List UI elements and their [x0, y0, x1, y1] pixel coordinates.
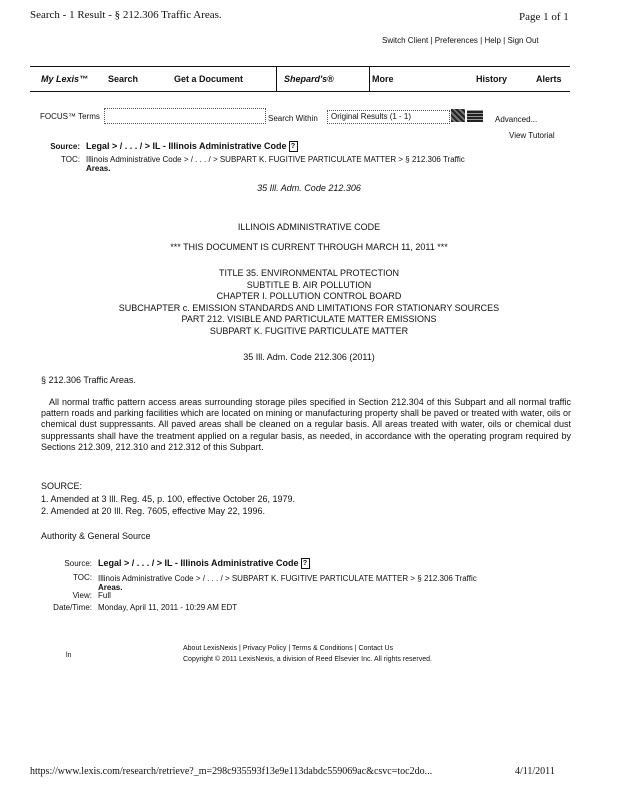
search-within-label: Search Within [268, 114, 318, 123]
view-value: Full [98, 591, 111, 600]
citation-top: 35 Ill. Adm. Code 212.306 [257, 183, 361, 193]
help-link[interactable]: Help [484, 36, 501, 45]
source-help-icon[interactable]: ? [289, 141, 298, 152]
nav-history[interactable]: History [476, 74, 508, 84]
separator: | [503, 36, 506, 45]
privacy-policy-link[interactable]: Privacy Policy [242, 645, 287, 652]
nav-my-lexis[interactable]: My Lexis™ [41, 74, 89, 84]
source-heading: SOURCE: [41, 481, 83, 491]
about-lexisnexis-link[interactable]: About LexisNexis [183, 645, 238, 652]
go-button-icon[interactable] [451, 109, 465, 122]
citation-year: 35 Ill. Adm. Code 212.306 (2011) [243, 352, 375, 362]
source-item: 1. Amended at 3 Ill. Reg. 45, p. 100, effective October 26, 1979. [41, 494, 295, 504]
nav-bottom-border [30, 91, 570, 92]
preferences-link[interactable]: Preferences [434, 36, 478, 45]
hierarchy-line: SUBCHAPTER c. EMISSION STANDARDS AND LIMITATIONS FOR STATIONARY SOURCES [118, 302, 500, 313]
source-item: 2. Amended at 20 Ill. Reg. 7605, effective May 22, 1996. [41, 506, 265, 516]
hierarchy-line: TITLE 35. ENVIRONMENTAL PROTECTION [218, 268, 400, 278]
toc-breadcrumb-continued: Areas. [86, 164, 111, 173]
source-breadcrumb-text: Legal > / . . . / > IL - Illinois Administrative Code [86, 141, 287, 151]
bottom-toc-breadcrumb-continued: Areas. [98, 583, 123, 592]
nav-shepards[interactable]: Shepard's® [284, 74, 334, 84]
view-label: View: [72, 591, 92, 600]
nav-more[interactable]: More [372, 74, 394, 84]
print-page-number: Page 1 of 1 [519, 11, 569, 23]
separator: | [354, 645, 357, 652]
focus-terms-input[interactable] [104, 108, 266, 124]
print-header-title: Search - 1 Result - § 212.306 Traffic Areas. [30, 9, 222, 21]
nav-get-a-document[interactable]: Get a Document [174, 74, 244, 84]
footer-links [183, 645, 393, 652]
hierarchy-line: SUBPART K. FUGITIVE PARTICULATE MATTER [209, 325, 409, 336]
utility-links [382, 36, 539, 45]
separator: | [430, 36, 433, 45]
datetime-value: Monday, April 11, 2011 - 10:29 AM EDT [98, 603, 238, 612]
authority-general-source-link[interactable]: Authority & General Source [41, 531, 151, 541]
bottom-toc-label: TOC: [73, 573, 92, 582]
hierarchy-line: SUBTITLE B. AIR POLLUTION [246, 279, 372, 290]
advanced-link[interactable]: Advanced... [495, 115, 538, 124]
separator: | [239, 645, 241, 652]
toc-breadcrumb[interactable] [86, 155, 465, 164]
bottom-toc-breadcrumb[interactable]: Illinois Administrative Code > / . . . / > SUBPART K. FUGITIVE PARTICULATE MATTER > § 212.306 Traffic [98, 574, 477, 583]
print-footer-date: 4/11/2011 [515, 766, 555, 777]
sign-out-link[interactable]: Sign Out [507, 36, 539, 45]
code-name: ILLINOIS ADMINISTRATIVE CODE [237, 222, 381, 232]
print-footer-url: https://www.lexis.com/research/retrieve?_m=298c935593f13e9e113dabdc559069ac&csvc=toc2do... [30, 766, 433, 777]
section-body: All normal traffic pattern access areas surrounding storage piles specified in Section 212.304 of this Subpart and all normal traffic pattern roads and parking facilities which are located on mining or manufacturing property shall be paved or treated with water, oils or chemical dust suppressants. All paved areas shall be cleaned on a regular basis. All areas treated with water, oils or chemical dust suppressants shall have the treatment applied on a regular basis, as needed, in accordance with the operating program required by Sections 212.309, 212.310 and 212.312 of this Subpart. [41, 397, 571, 452]
switch-client-link[interactable]: Switch Client [382, 36, 429, 45]
code-hierarchy [0, 268, 618, 337]
source-label: Source: [50, 142, 80, 151]
datetime-label: Date/Time: [53, 603, 92, 612]
footer-mark: ln [66, 652, 72, 659]
nav-search[interactable]: Search [108, 74, 139, 84]
search-within-select[interactable]: Original Results (1 - 1) [327, 110, 450, 124]
focus-terms-label: FOCUS™ Terms [40, 112, 100, 121]
nav-alerts[interactable]: Alerts [536, 74, 562, 84]
focus-options-icon[interactable] [467, 110, 483, 122]
hierarchy-line: CHAPTER I. POLLUTION CONTROL BOARD [216, 291, 402, 301]
view-tutorial-link[interactable]: View Tutorial [509, 131, 555, 140]
section-heading: § 212.306 Traffic Areas. [41, 375, 136, 385]
separator: | [288, 645, 291, 652]
terms-conditions-link[interactable]: Terms & Conditions [292, 645, 353, 652]
bottom-source-breadcrumb-text: Legal > / . . . / > IL - Illinois Administrative Code [98, 558, 299, 568]
separator: | [480, 36, 483, 45]
source-breadcrumb[interactable] [86, 141, 298, 152]
bottom-source-label: Source: [64, 559, 92, 568]
bottom-source-breadcrumb[interactable] [98, 558, 310, 569]
contact-us-link[interactable]: Contact Us [358, 645, 394, 652]
toc-label: TOC: [61, 155, 80, 164]
toc-breadcrumb-text: Illinois Administrative Code > / . . . / > SUBPART K. FUGITIVE PARTICULATE MATTER > § 212.306 Traffic [86, 155, 465, 164]
copyright: Copyright © 2011 LexisNexis, a division of Reed Elsevier Inc. All rights reserved. [183, 656, 432, 663]
currency-note: *** THIS DOCUMENT IS CURRENT THROUGH MARCH 11, 2011 *** [170, 242, 448, 252]
bottom-source-help-icon[interactable]: ? [301, 558, 310, 569]
hierarchy-line: PART 212. VISIBLE AND PARTICULATE MATTER EMISSIONS [181, 314, 437, 324]
